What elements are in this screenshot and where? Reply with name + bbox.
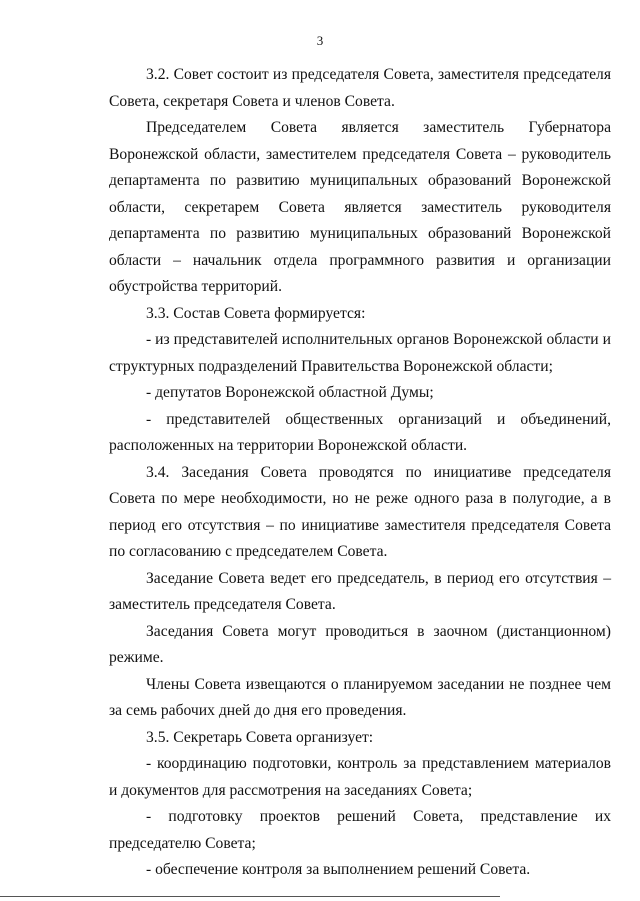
paragraph-3-3: 3.3. Состав Совета формируется: (146, 304, 366, 322)
bottom-scan-rule (0, 896, 500, 897)
document-body (109, 62, 611, 884)
list-item-draft-decisions: - подготовку проектов решений Совета, представление их председателю Совета; (109, 808, 611, 852)
list-item-control: - обеспечение контроля за выполнением решений Совета. (146, 861, 531, 878)
paragraph-chairman: Председателем Совета является заместитель Губернатора Воронежской области, заместителем председателя Совета – руководитель департамента по развитию муниципальных образований Воронежской области, секретарем Совета является заместитель руководителя департамента по развитию муниципальных образований Воронежской области – начальник отдела программного развития и организации обустройства территорий. (109, 119, 611, 295)
paragraph-3-5: 3.5. Секретарь Совета организует: (146, 728, 374, 746)
paragraph-3-4: 3.4. Заседания Совета проводятся по инициативе председателя Совета по мере необходимости, но не реже одного раза в полугодие, а в период его отсутствия – по инициативе заместителя председателя Совета по согласованию с председателем Совета. (109, 463, 611, 560)
list-item-executive-bodies: - из представителей исполнительных органов Воронежской области и структурных подразделений Правительства Воронежской области; (109, 331, 611, 375)
page-number: 3 (316, 33, 324, 48)
paragraph-meeting-chair: Заседание Совета ведет его председатель, в период его отсутствия – заместитель председателя Совета. (109, 569, 611, 613)
paragraph-notification: Члены Совета извещаются о планируемом заседании не позднее чем за семь рабочих дней до дня его проведения. (109, 675, 611, 719)
list-item-public-organizations: - представителей общественных организаций и объединений, расположенных на территории Воронежской области. (109, 410, 611, 454)
list-item-coordination: - координацию подготовки, контроль за представлением материалов и документов для рассмотрения на заседаниях Совета; (109, 755, 611, 799)
list-item-deputies: - депутатов Воронежской областной Думы; (146, 384, 434, 401)
paragraph-remote-meetings: Заседания Совета могут проводиться в заочном (дистанционном) режиме. (109, 622, 611, 666)
paragraph-3-2: 3.2. Совет состоит из председателя Совета, заместителя председателя Совета, секретаря Совета и членов Совета. (109, 66, 611, 110)
